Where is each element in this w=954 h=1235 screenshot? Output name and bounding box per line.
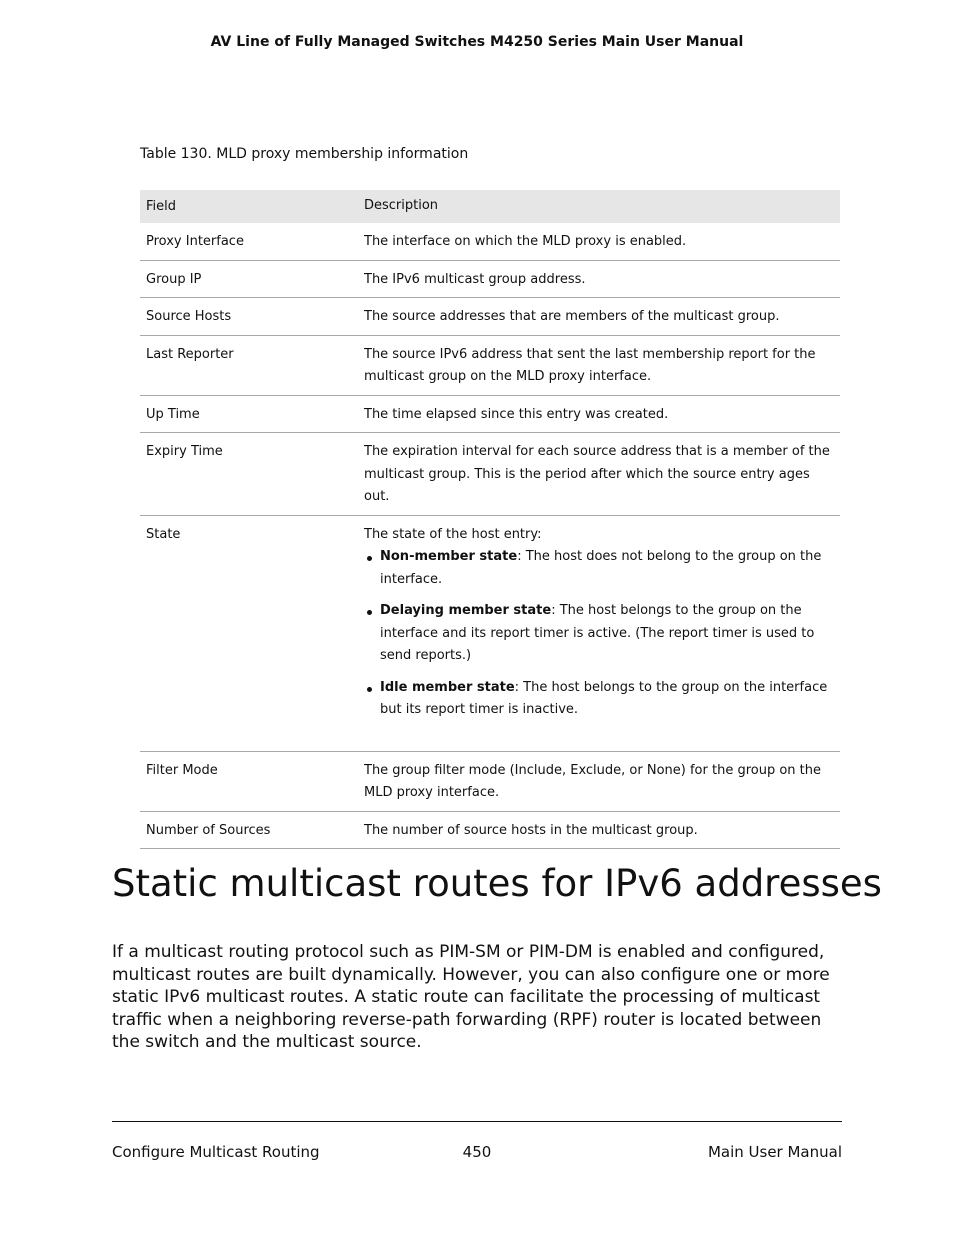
field-cell: Up Time bbox=[146, 406, 200, 422]
table-header-row bbox=[140, 190, 840, 223]
column-header-description: Description bbox=[364, 198, 439, 214]
field-cell: Proxy Interface bbox=[146, 234, 244, 249]
field-cell: Number of Sources bbox=[146, 822, 271, 838]
column-header-field: Field bbox=[146, 199, 177, 214]
footer-chapter: Configure Multicast Routing bbox=[112, 1143, 320, 1161]
table-row bbox=[140, 752, 840, 812]
state-text: : The host belongs to the group on the interface but its report timer is inactive. bbox=[380, 679, 828, 717]
footer-divider bbox=[112, 1121, 842, 1122]
state-text: : The host belongs to the group on the interface and its report timer is active. (The report timer is used to send reports.) bbox=[380, 603, 815, 663]
table-row-state bbox=[140, 516, 840, 752]
description-cell: The expiration interval for each source address that is a member of the multicast group. This is the period after which the source entry ages out. bbox=[364, 444, 830, 504]
list-item bbox=[364, 600, 832, 668]
table-row bbox=[140, 336, 840, 396]
field-cell: State bbox=[146, 526, 181, 542]
field-cell: Expiry Time bbox=[146, 444, 223, 459]
page-header: AV Line of Fully Managed Switches M4250 Series Main User Manual bbox=[210, 34, 744, 50]
description-cell: The time elapsed since this entry was created. bbox=[364, 406, 669, 422]
table-row bbox=[140, 433, 840, 516]
state-intro: The state of the host entry: bbox=[364, 526, 542, 542]
description-cell: The interface on which the MLD proxy is enabled. bbox=[364, 234, 687, 249]
table-row bbox=[140, 812, 840, 850]
field-cell: Group IP bbox=[146, 271, 202, 287]
footer-page-number: 450 bbox=[462, 1143, 492, 1161]
description-cell bbox=[364, 516, 840, 737]
state-term: Delaying member state bbox=[380, 603, 552, 618]
section-paragraph: If a multicast routing protocol such as PIM-SM or PIM-DM is enabled and configured, multicast routes are built dynamically. However, you can also configure one or more static IPv6 multicast routes. A static route can facilitate the processing of multicast traffic when a neighboring reverse-path forwarding (RPF) router is located between the switch and the multicast source. bbox=[112, 942, 830, 1053]
field-cell: Source Hosts bbox=[146, 309, 232, 324]
description-cell: The source addresses that are members of the multicast group. bbox=[364, 309, 780, 324]
state-text: : The host does not belong to the group on the interface. bbox=[380, 549, 822, 587]
description-cell: The number of source hosts in the multicast group. bbox=[364, 822, 698, 838]
state-list bbox=[364, 546, 832, 722]
membership-table bbox=[140, 190, 840, 849]
table-row bbox=[140, 261, 840, 299]
field-cell: Filter Mode bbox=[146, 762, 218, 778]
footer-manual: Main User Manual bbox=[707, 1143, 842, 1161]
list-item bbox=[364, 677, 832, 722]
table-row bbox=[140, 298, 840, 336]
field-cell: Last Reporter bbox=[146, 346, 234, 362]
section-heading: Static multicast routes for IPv6 addresses bbox=[112, 862, 882, 905]
description-cell: The IPv6 multicast group address. bbox=[364, 271, 586, 287]
table-row bbox=[140, 396, 840, 434]
list-item bbox=[364, 546, 832, 591]
table-row bbox=[140, 223, 840, 261]
state-term: Non-member state bbox=[380, 549, 518, 564]
table-caption: Table 130. MLD proxy membership information bbox=[140, 146, 469, 162]
state-term: Idle member state bbox=[380, 679, 515, 695]
description-cell: The source IPv6 address that sent the last membership report for the multicast group on the MLD proxy interface. bbox=[364, 346, 816, 384]
description-cell: The group filter mode (Include, Exclude, or None) for the group on the MLD proxy interface. bbox=[364, 762, 821, 800]
